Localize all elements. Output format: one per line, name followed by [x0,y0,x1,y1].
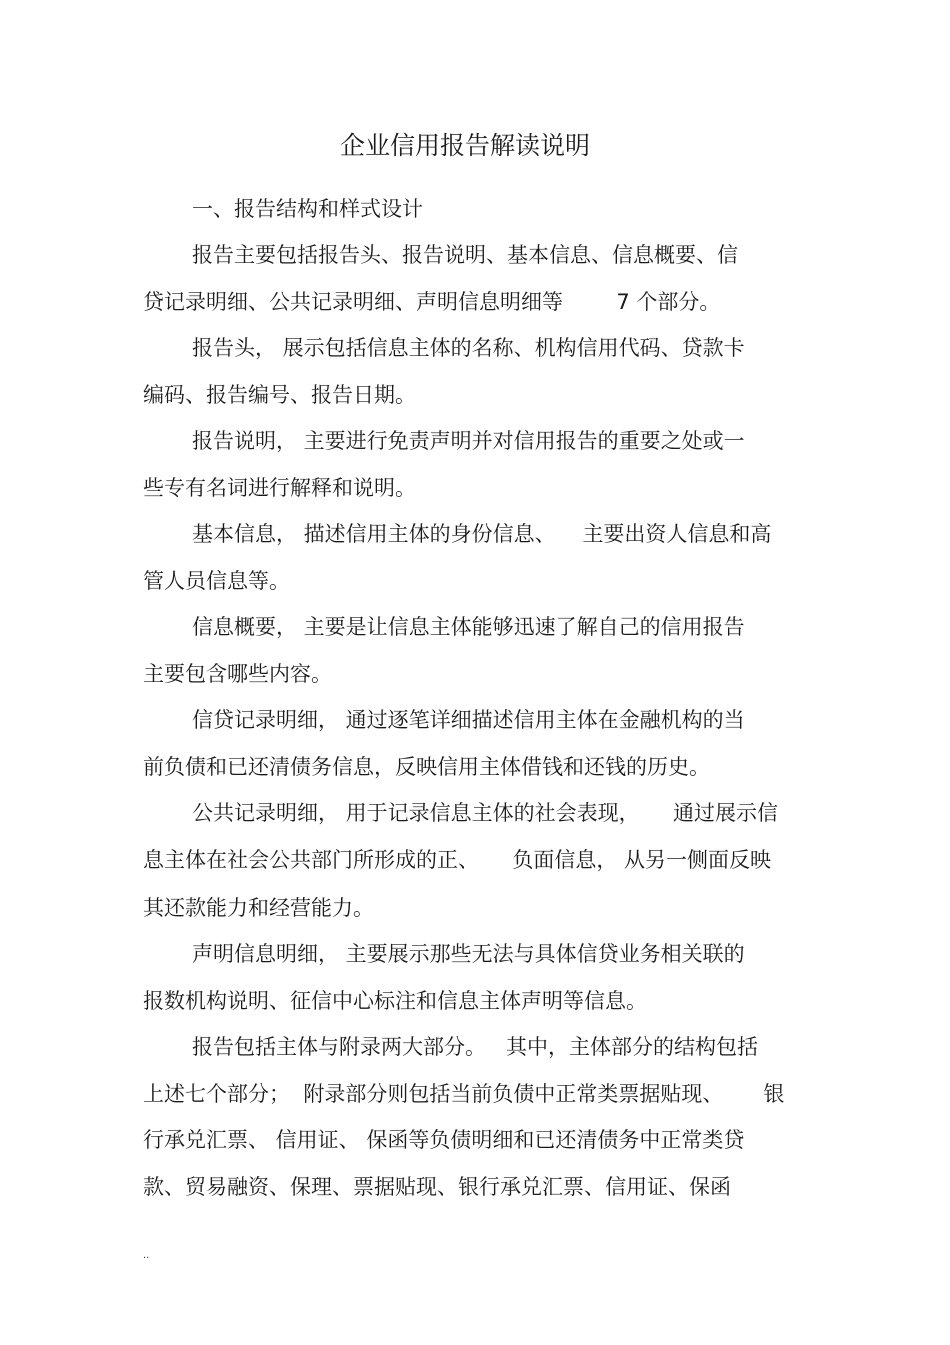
paragraph-line: 报告说明， 主要进行免责声明并对信用报告的重要之处或一 [192,429,745,453]
paragraph-line: 报告头， 展示包括信息主体的名称、机构信用代码、贷款卡 [192,336,745,360]
paragraph-line: 上述七个部分； 附录部分则包括当前负债中正常类票据贴现、 银 [143,1082,785,1106]
paragraph-line: 前负债和已还清债务信息，反映信用主体借钱和还钱的历史。 [143,755,710,779]
paragraph-line: 报告主要包括报告头、报告说明、基本信息、信息概要、信 [192,243,738,267]
paragraph-line: 信息概要， 主要是让信息主体能够迅速了解自己的信用报告 [192,615,745,639]
paragraph-line: 息主体在社会公共部门所形成的正、 负面信息， 从另一侧面反映 [143,848,772,872]
paragraph-line: 贷记录明细、公共记录明细、声明信息明细等 7 个部分。 [143,290,721,314]
paragraph-line: 些专有名词进行解释和说明。 [143,476,416,500]
paragraph-line: 报告包括主体与附录两大部分。 其中，主体部分的结构包括 [192,1035,759,1059]
paragraph-line: 管人员信息等。 [143,569,290,593]
page-footer-mark: .. [143,1250,150,1261]
paragraph-line: 声明信息明细， 主要展示那些无法与具体信贷业务相关联的 [192,942,745,966]
paragraph-line: 款、贸易融资、保理、票据贴现、银行承兑汇票、信用证、保函 [143,1175,731,1199]
paragraph-line: 信贷记录明细， 通过逐笔详细描述信用主体在金融机构的当 [192,708,745,732]
paragraph-line: 报数机构说明、征信中心标注和信息主体声明等信息。 [143,989,647,1013]
document-title: 企业信用报告解读说明 [339,131,590,160]
section-heading: 一、报告结构和样式设计 [192,197,423,221]
paragraph-line: 公共记录明细， 用于记录信息主体的社会表现， 通过展示信 [192,801,779,825]
paragraph-line: 主要包含哪些内容。 [143,662,332,686]
paragraph-line: 其还款能力和经营能力。 [143,896,374,920]
paragraph-line: 基本信息， 描述信用主体的身份信息、 主要出资人信息和高 [192,522,772,546]
paragraph-line: 行承兑汇票、 信用证、 保函等负债明细和已还清债务中正常类贷 [143,1128,745,1152]
paragraph-line: 编码、报告编号、报告日期。 [143,383,416,407]
